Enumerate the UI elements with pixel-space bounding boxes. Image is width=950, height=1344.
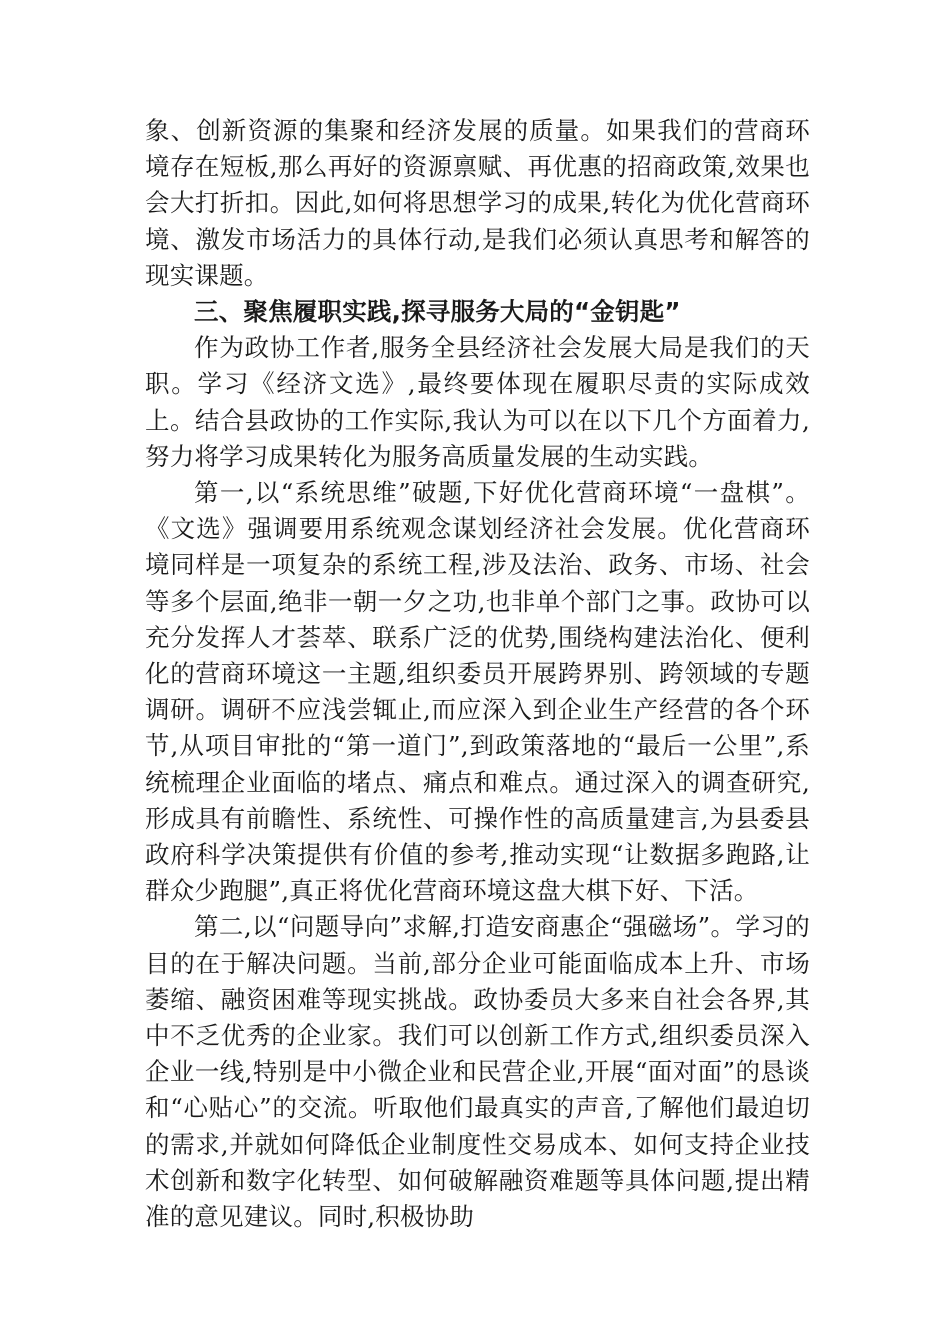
section-heading: 三、聚焦履职实践,探寻服务大局的“金钥匙”: [194, 297, 681, 327]
paragraph-second-point: 第二,以“问题导向”求解,打造安商惠企“强磁场”。学习的目的在于解决问题。当前,部分企业可能面临成本上升、市场萎缩、融资困难等现实挑战。政协委员大多来自社会各界,其中不乏优秀的企业家。我们可以创新工作方式,组织委员深入企业一线,特别是中小微企业和民营企业,开展“面对面”的恳谈和“心贴心”的交流。听取他们最真实的声音,了解他们最迫切的需求,并就如何降低企业制度性交易成本、如何支持企业技术创新和数字化转型、如何破解融资难题等具体问题,提出精准的意见建议。同时,积极协助: [145, 912, 810, 1232]
paragraph-first-point: 第一,以“系统思维”破题,下好优化营商环境“一盘棋”。《文选》强调要用系统观念谋划经济社会发展。优化营商环境同样是一项复杂的系统工程,涉及法治、政务、市场、社会等多个层面,绝非一朝一夕之功,也非单个部门之事。政协可以充分发挥人才荟萃、联系广泛的优势,围绕构建法治化、便利化的营商环境这一主题,组织委员开展跨界别、跨领域的专题调研。调研不应浅尝辄止,而应深入到企业生产经营的各个环节,从项目审批的“第一道门”,到政策落地的“最后一公里”,系统梳理企业面临的堵点、痛点和难点。通过深入的调查研究,形成具有前瞻性、系统性、可操作性的高质量建言,为县委县政府科学决策提供有价值的参考,推动实现“让数据多跑路,让群众少跑腿”,真正将优化营商环境这盘大棋下好、下活。: [145, 478, 810, 906]
paragraph-continued: 象、创新资源的集聚和经济发展的质量。如果我们的营商环境存在短板,那么再好的资源禀赋、再优惠的招商政策,效果也会大打折扣。因此,如何将思想学习的成果,转化为优化营商环境、激发市场活力的具体行动,是我们必须认真思考和解答的现实课题。: [145, 116, 810, 290]
paragraph-intro: 作为政协工作者,服务全县经济社会发展大局是我们的天职。学习《经济文选》,最终要体现在履职尽责的实际成效上。结合县政协的工作实际,我认为可以在以下几个方面着力,努力将学习成果转化为服务高质量发展的生动实践。: [145, 333, 810, 471]
document-body: [145, 113, 810, 1235]
